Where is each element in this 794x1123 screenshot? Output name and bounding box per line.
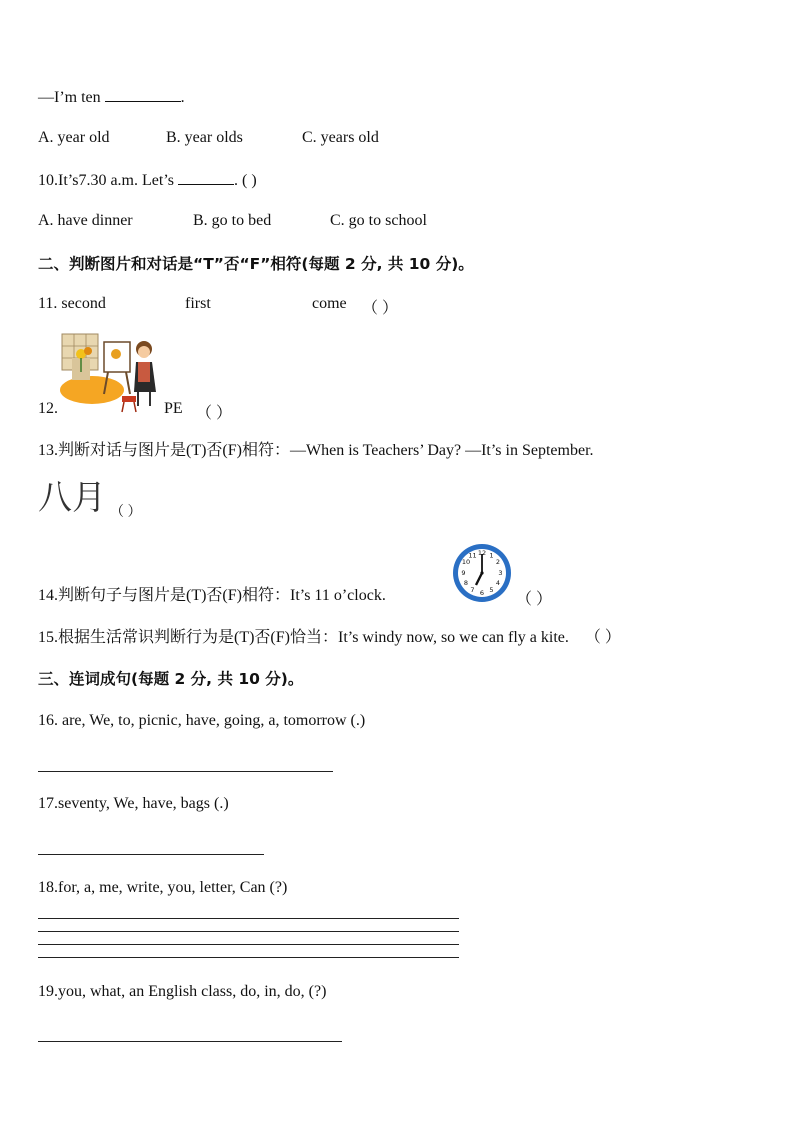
svg-text:12: 12 bbox=[477, 549, 487, 557]
painting-class-picture bbox=[58, 332, 164, 416]
svg-text:2: 2 bbox=[495, 558, 501, 566]
q12-word: PE bbox=[164, 400, 183, 417]
svg-text:3: 3 bbox=[498, 569, 503, 577]
q13-question: 13.判断对话与图片是(T)否(F)相符：—When is Teachers’ Day? —It’s in September. bbox=[38, 442, 594, 459]
q10-blank[interactable] bbox=[178, 184, 234, 185]
q9-option-c: C. years old bbox=[302, 129, 379, 146]
svg-text:7: 7 bbox=[470, 586, 475, 594]
q12-number: 12. bbox=[38, 400, 58, 417]
svg-text:4: 4 bbox=[495, 579, 501, 587]
q17-answer-line[interactable] bbox=[38, 854, 264, 855]
q9-option-a: A. year old bbox=[38, 129, 110, 146]
q11-word-2: first bbox=[185, 295, 211, 312]
q10-tail: . ( ) bbox=[233, 172, 257, 189]
clock-showing-seven bbox=[452, 543, 512, 603]
q13-month-picture: 八月 bbox=[38, 478, 106, 518]
svg-text:5: 5 bbox=[489, 586, 494, 594]
svg-text:6: 6 bbox=[479, 589, 485, 597]
svg-text:8: 8 bbox=[463, 579, 469, 587]
section-3-title: 三、连词成句(每题 2 分, 共 10 分)。 bbox=[38, 670, 304, 688]
q18-writing-line-4[interactable] bbox=[38, 957, 459, 958]
svg-text:11: 11 bbox=[468, 551, 477, 560]
svg-text:10: 10 bbox=[461, 558, 471, 566]
svg-text:9: 9 bbox=[461, 569, 466, 577]
q16-answer-line[interactable] bbox=[38, 771, 333, 772]
q18-writing-line-1[interactable] bbox=[38, 918, 459, 919]
q15-answer-paren[interactable]: （ ） bbox=[584, 629, 621, 646]
q17-question: 17.seventy, We, have, bags (.) bbox=[38, 795, 229, 812]
q9-option-b: B. year olds bbox=[166, 129, 243, 146]
q14-answer-paren[interactable]: （ ） bbox=[516, 591, 553, 608]
q10-text: 10.It’s7.30 a.m. Let’s bbox=[38, 172, 178, 189]
q12-answer-paren[interactable]: （ ） bbox=[196, 405, 233, 422]
q18-question: 18.for, a, me, write, you, letter, Can (?) bbox=[38, 879, 288, 896]
q13-answer-paren[interactable]: （ ） bbox=[110, 505, 142, 520]
q11-word-3: come bbox=[312, 295, 347, 312]
q10-option-c: C. go to school bbox=[330, 212, 427, 229]
svg-text:1: 1 bbox=[489, 551, 494, 560]
q11-word-1: 11. second bbox=[38, 295, 106, 312]
q15-text: 15.根据生活常识判断行为是(T)否(F)恰当：It’s windy now, so we can fly a kite. bbox=[38, 629, 569, 646]
q18-writing-line-3[interactable] bbox=[38, 944, 459, 945]
q14-question: 14.判断句子与图片是(T)否(F)相符：It’s 11 o’clock. bbox=[38, 587, 386, 604]
q9-answer-line bbox=[38, 88, 185, 108]
q9-blank[interactable] bbox=[105, 101, 181, 102]
q16-question: 16. are, We, to, picnic, have, going, a, tomorrow (.) bbox=[38, 712, 366, 729]
q19-answer-line[interactable] bbox=[38, 1041, 342, 1042]
q9-tail: . bbox=[180, 89, 185, 106]
q10-option-b: B. go to bed bbox=[193, 212, 272, 229]
q10-question bbox=[38, 171, 257, 191]
q19-question: 19.you, what, an English class, do, in, do, (?) bbox=[38, 983, 327, 1000]
q10-option-a: A. have dinner bbox=[38, 212, 133, 229]
q15-question bbox=[38, 628, 621, 648]
section-2-title: 二、判断图片和对话是“T”否“F”相符(每题 2 分, 共 10 分)。 bbox=[38, 255, 474, 273]
q11-answer-paren[interactable]: （ ） bbox=[362, 300, 399, 317]
q9-text: —I’m ten bbox=[38, 89, 105, 106]
q18-writing-line-2[interactable] bbox=[38, 931, 459, 932]
